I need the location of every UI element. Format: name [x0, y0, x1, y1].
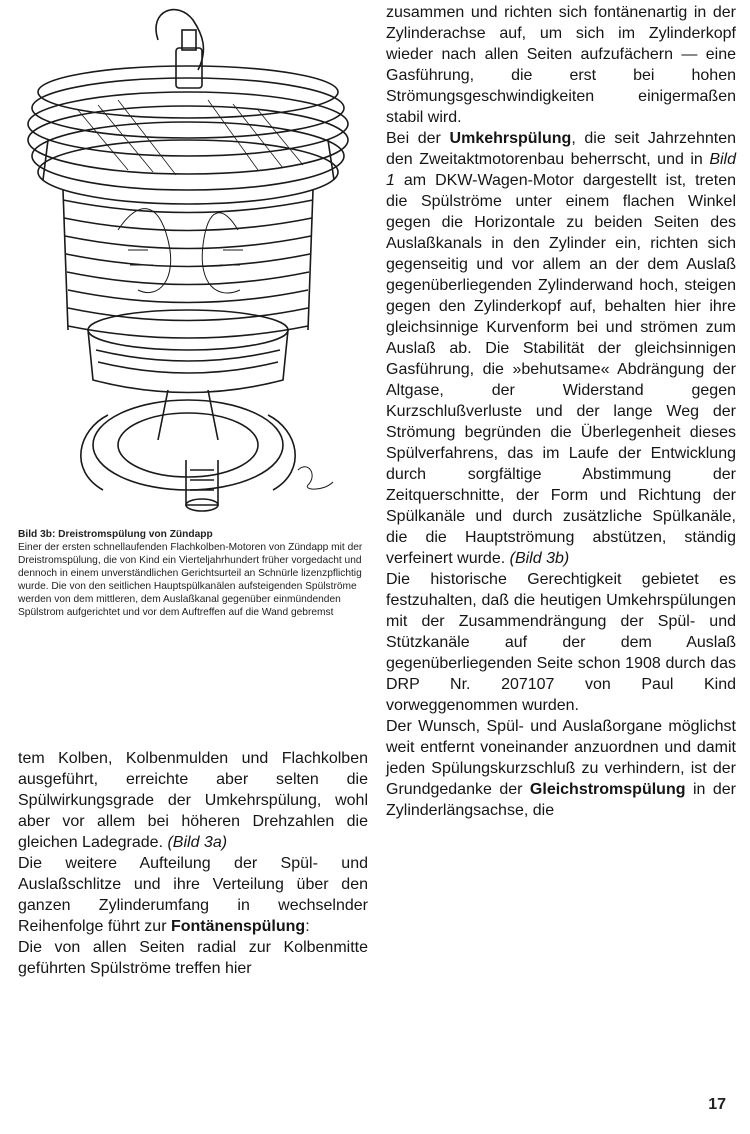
right-column: [386, 2, 736, 821]
engine-illustration: [8, 0, 368, 520]
cylinder-head-fins: [28, 66, 348, 204]
left-p2-end: :: [305, 918, 310, 935]
page-number: 17: [708, 1096, 726, 1113]
figure-ref-1: Bild 1: [386, 151, 736, 189]
right-p1-text: zusammen und richten sich fontänenartig in der Zylinderachse auf, um sich im Zylinderkopf wieder nach allen Seiten aufzufächern — eine Gasführung, die erst bei hohen Strömungsgeschwindigkeiten einigermaßen stabil wird.: [386, 4, 736, 126]
left-paragraph-3: [18, 937, 368, 979]
figure-ref-3a: (Bild 3a): [167, 834, 228, 851]
right-paragraph-3: [386, 569, 736, 716]
engine-drawing: [8, 0, 368, 520]
right-paragraph-4: [386, 716, 736, 821]
spark-plug-top: [182, 30, 196, 50]
crankshaft-stub: [186, 460, 218, 511]
right-p4-b: in der Zylinderlängsachse, die: [386, 781, 737, 819]
caption-body: Einer der ersten schnellaufenden Flachkolben-Motoren von Zündapp mit der Dreistromspülung, die von Kind ein Vierteljahrhundert früher vorgedacht und dennoch in einem unverständlichen Gerichtsurteil an Schnürle lizenzpflichtig wurde. Die von den seitlichen Hauptspülkanälen aufsteigenden Spülströme werden von dem mittleren, dem Auslaßkanal gegenüber einmündenden Spülstrom aufgerichtet und vor dem Auftreffen auf die Wand gebremst: [18, 542, 363, 618]
term-umkehrspuelung: Umkehrspülung: [449, 130, 572, 147]
cylinder-barrel: [63, 190, 313, 338]
figure-caption: [18, 528, 366, 619]
right-p4-a: Der Wunsch, Spül- und Auslaßorgane möglichst weit entfernt voneinander anzuordnen und damit jeden Spülungskurzschluß zu verhindern, ist der Grundgedanke der: [386, 718, 736, 798]
right-p3-text: Die historische Gerechtigkeit gebietet es festzuhalten, daß die heutigen Umkehrspülungen mit der Zusammendrängung der Spül- und Stützkanäle auf der dem Auslaß gegenüberliegenden Seite schon 1908 durch das DRP Nr. 207107 von Paul Kind vorweggenommen wurden.: [386, 571, 736, 714]
right-p2-a: Bei der: [386, 130, 441, 147]
term-gleichstromspuelung: Gleichstromspülung: [529, 781, 686, 798]
right-paragraph-1: [386, 2, 736, 128]
caption-title: Bild 3b: Dreistromspülung von Zündapp: [18, 529, 213, 540]
piston: [88, 310, 288, 393]
crankcase: [81, 400, 295, 490]
right-p2-c: am DKW-Wagen-Motor dargestellt ist, treten die Spülströme unter einem flachen Winkel gegen die Horizontale zu beiden Seiten des Auslaßkanals in den Zylinder ein, richten sich gegenseitig und vor allem an der dem Auslaß gegenüberliegenden Zylinderwand hoch, steigen gegen den Zylinderkopf auf, behalten hier ihre gleichsinnige Kurvenform bei und strömen zum Auslaß ab. Die Stabilität der gleichsinnigen Gasführung, die »behutsame« Abdrängung der Altgase, der Widerstand gegen Kurzschlußverluste und der lange Weg der Strömung begründen die Überlegenheit dieses Spülverfahrens, das im Laufe der Entwicklung durch sorgfältige Abstimmung der Zeitquerschnitte, der Form und Richtung der Spülkanäle und durch zusätzliche Spülkanäle, die die Hauptströmung abstützen, ständig verfeinert wurde.: [386, 172, 736, 567]
figure-ref-3b: (Bild 3b): [509, 550, 570, 567]
left-p1-text: tem Kolben, Kolbenmulden und Flachkolben ausgeführt, erreichte aber selten die Spülwirkungsgrade der Umkehrspülung, wohl aber vor allem bei höheren Drehzahlen die gleichen Ladegrade.: [18, 750, 368, 851]
left-p3-text: Die von allen Seiten radial zur Kolbenmitte geführten Spülströme treffen hier: [18, 939, 368, 977]
right-paragraph-2: [386, 128, 736, 569]
transfer-ports: [118, 209, 243, 293]
left-paragraph-2: [18, 853, 368, 937]
right-p2-b: , die seit Jahrzehnten den Zweitaktmotorenbau beherrscht, und in: [386, 130, 736, 168]
left-p2-text: Die weitere Aufteilung der Spül- und Auslaßschlitze und ihre Verteilung über den ganzen Zylinderumfang in wechselnder Reihenfolge führt zur: [18, 855, 368, 935]
left-column: [18, 748, 368, 979]
artist-signature: [298, 467, 333, 489]
term-fontaenenspuelung: Fontänenspülung: [170, 918, 306, 935]
left-paragraph-1: [18, 748, 368, 853]
